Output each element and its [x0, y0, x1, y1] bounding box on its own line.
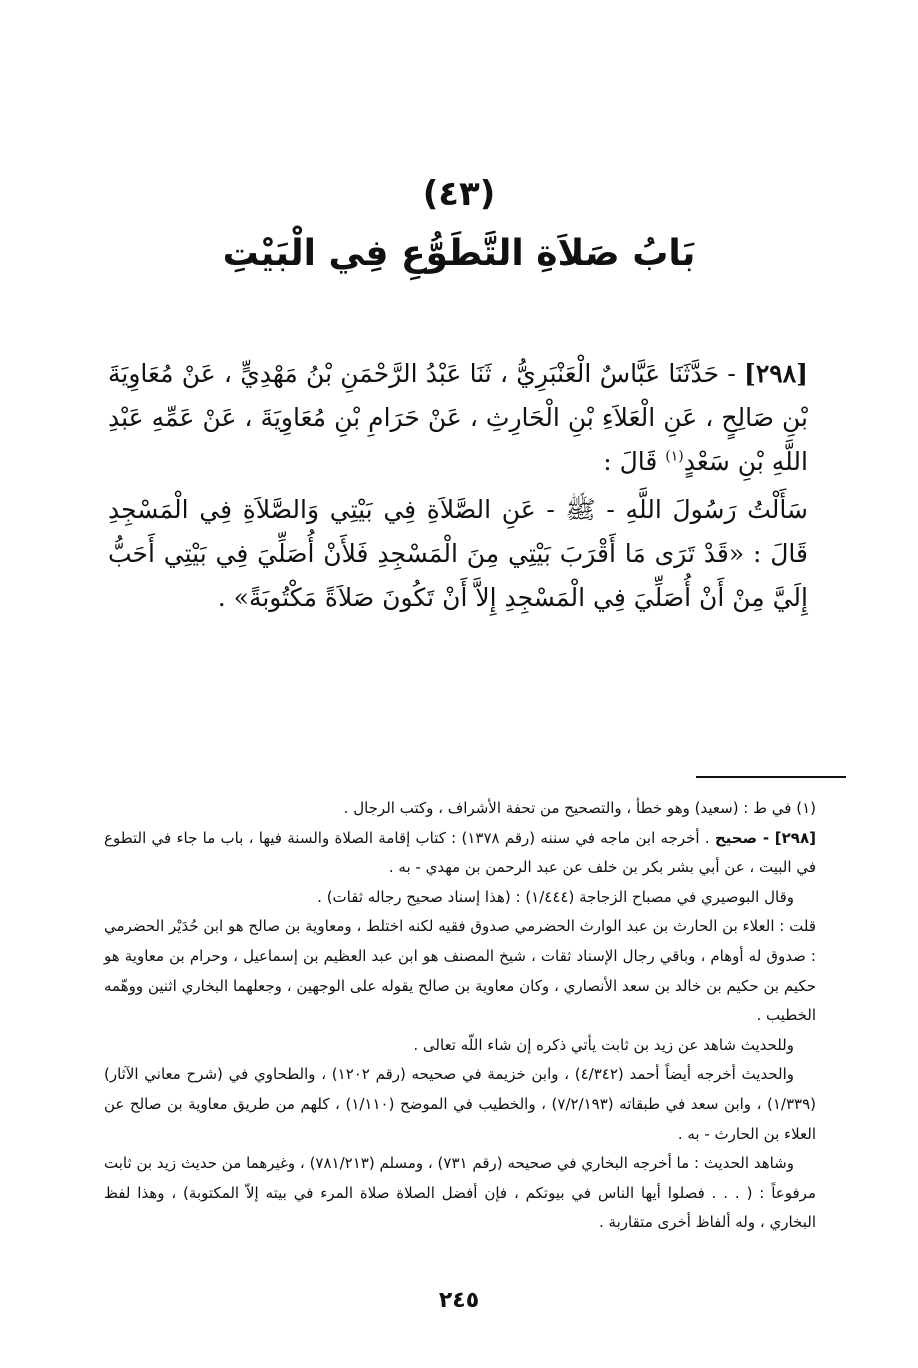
busiri-paragraph: وقال البوصيري في مصباح الزجاجة (١/٤٤٤) : (هذا إسناد صحيح رجاله ثقات) . — [317, 887, 794, 906]
shahid-paragraph: وللحديث شاهد عن زيد بن ثابت يأتي ذكره إن شاء اللّه تعالى . — [413, 1035, 794, 1054]
hadith-matn: سَأَلْتُ رَسُولَ اللَّهِ - ﷺ - عَنِ الصَّلاَةِ فِي بَيْتِي وَالصَّلاَةِ فِي الْمَسْجِدِ قَالَ : «قَدْ تَرَى مَا أَقْرَبَ بَيْتِي مِنَ الْمَسْجِدِ فَلأَنْ أُصَلِّيَ فِي بَيْتِي أَحَبُّ إِلَيَّ مِنْ أَنْ أُصَلِّيَ فِي الْمَسْجِدِ إِلاَّ أَنْ تَكُونَ صَلاَةً مَكْتُوبَةً» . — [108, 495, 808, 612]
chapter-number: (٤٣) — [422, 174, 496, 214]
footnote-1: (١) في ط : (سعيد) وهو خطأ ، والتصحيح من تحفة الأشراف ، وكتب الرجال . — [343, 799, 816, 817]
hadith-number: [٢٩٨] — [744, 359, 808, 388]
isnad-qala: قَالَ : — [603, 447, 666, 476]
footnote-separator — [696, 776, 846, 778]
takhrij-text: . أخرجه ابن ماجه في سننه (رقم ١٣٧٨) : كتاب إقامة الصلاة والسنة فيها ، باب ما جاء في التطوع في البيت ، عن أبي بشر بكر بن خلف عن عبد الرحمن بن مهدي - به . — [104, 828, 816, 877]
hadith-text — [108, 352, 808, 624]
footnote-marker: (١) — [665, 448, 684, 465]
takhrij-label: [٢٩٨] - صحيح — [714, 828, 816, 847]
chapter-title: بَابُ صَلاَةِ التَّطَوُّعِ فِي الْبَيْتِ — [222, 233, 696, 274]
shahid-hadith-paragraph: وشاهد الحديث : ما أخرجه البخاري في صحيحه (رقم ٧٣١) ، ومسلم (٧٨١/٢١٣) ، وغيرهما من حديث زيد بن ثابت مرفوعاً : ( . . . فصلوا أيها الناس في بيوتكم ، فإن أفضل الصلاة صلاة المرء في بيته إلاّ المكتوبة) ، وهذا لفظ البخاري ، وله ألفاظ أخرى متقاربة . — [104, 1154, 816, 1232]
page-number: ٢٤٥ — [438, 1288, 480, 1313]
qultu-paragraph: قلت : العلاء بن الحارث بن عبد الوارث الحضرمي صدوق فقيه لكنه اختلط ، ومعاوية بن صالح هو ابن حُدَيْر الحضرمي : صدوق له أوهام ، وباقي رجال الإسناد ثقات ، شيخ المصنف هو ابن عبد العظيم بن إسماعيل ، وحرام بن معاوية هو حكيم بن حكيم بن خالد بن سعد الأنصاري ، وكان معاوية بن صالح يقوله على الوجهين ، وجعلهما البخاري اثنين ووهّمه الخطيب . — [104, 917, 816, 1025]
footnotes — [104, 794, 816, 1238]
akhraja-paragraph: والحديث أخرجه أيضاً أحمد (٤/٣٤٢) ، وابن خزيمة في صحيحه (رقم ١٢٠٢) ، والطحاوي في (شرح معاني الآثار) (١/٣٣٩) ، وابن سعد في طبقاته (٧/٢/١٩٣) ، والخطيب في الموضح (١/١١٠) ، كلهم من طريق معاوية بن صالح عن العلاء بن الحارث - به . — [104, 1065, 816, 1143]
hadith-isnad — [108, 352, 808, 484]
isnad-chain: - حَدَّثَنَا عَبَّاسٌ الْعَنْبَرِيُّ ، ثَنَا عَبْدُ الرَّحْمَنِ بْنُ مَهْدِيٍّ ، عَنْ مُعَاوِيَةَ بْنِ صَالِحٍ ، عَنِ الْعَلاَءِ بْنِ الْحَارِثِ ، عَنْ حَرَامِ بْنِ مُعَاوِيَةَ ، عَنْ عَمِّهِ عَبْدِ اللَّهِ بْنِ سَعْدٍ — [108, 359, 808, 476]
takhrij-paragraph — [104, 824, 816, 883]
